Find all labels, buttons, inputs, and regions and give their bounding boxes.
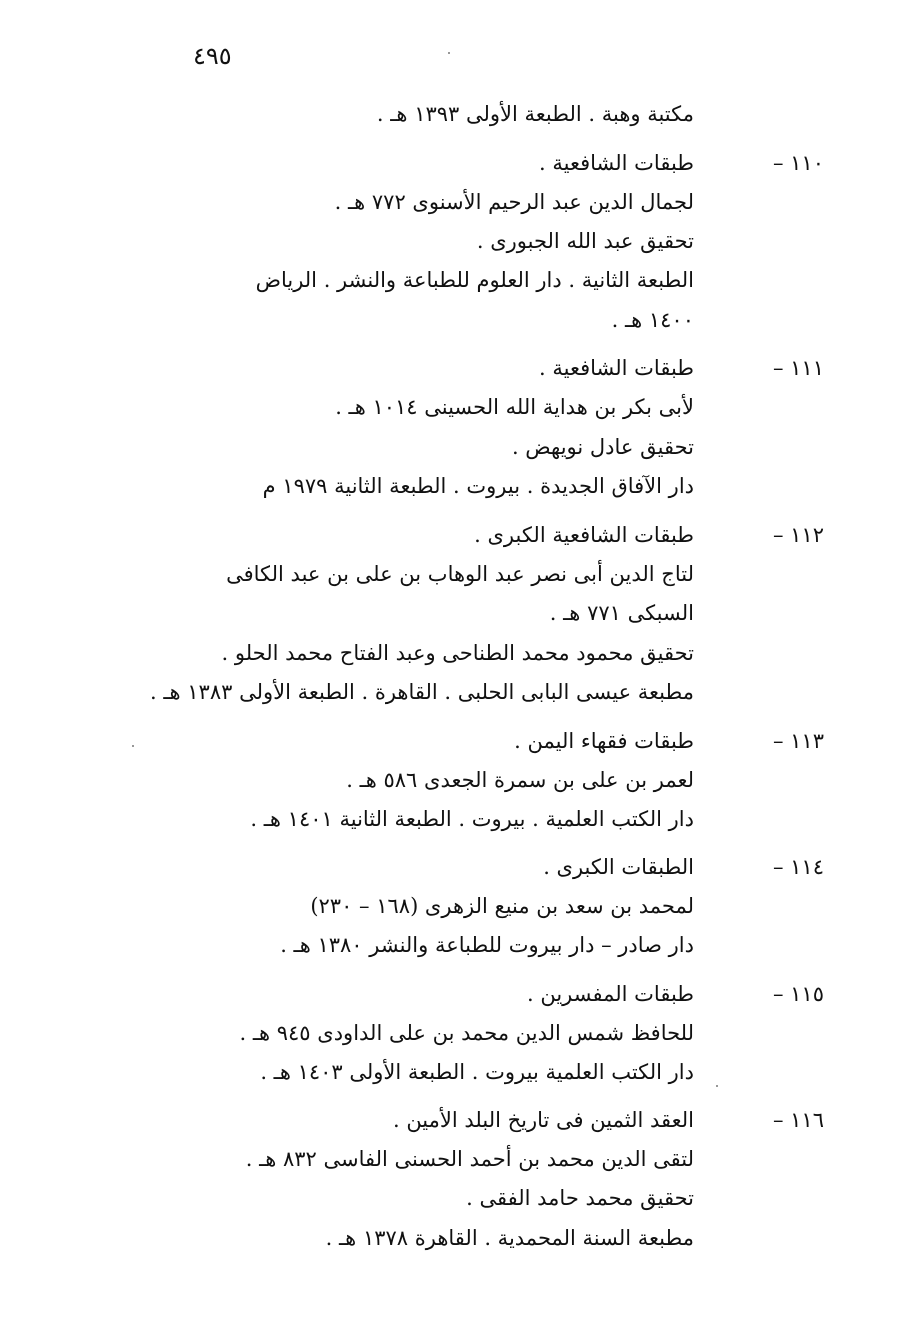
entry-publisher-cont: ١٤٠٠ هـ . [611, 308, 694, 332]
entry-publisher: دار الكتب العلمية . بيروت . الطبعة الثانية ١٤٠١ هـ . [250, 807, 694, 831]
entry-editor: تحقيق محمد حامد الفقى . [466, 1186, 694, 1210]
entry-author-cont: السبكى ٧٧١ هـ . [549, 601, 694, 625]
entry-number: ١١٢ – [772, 523, 824, 547]
entry-publisher: دار صادر – دار بيروت للطباعة والنشر ١٣٨٠ هـ . [280, 933, 694, 957]
entry-author: لعمر بن على بن سمرة الجعدى ٥٨٦ هـ . [346, 768, 694, 792]
entry-publisher: مطبعة السنة المحمدية . القاهرة ١٣٧٨ هـ . [325, 1226, 694, 1250]
entry-publisher: الطبعة الثانية . دار العلوم للطباعة والنشر . الرياض [255, 268, 694, 292]
entry-editor: تحقيق عبد الله الجبورى . [476, 229, 694, 253]
entry-number: ١١٣ – [772, 729, 824, 753]
entry-number: ١١٤ – [772, 855, 824, 879]
entry-author: للحافظ شمس الدين محمد بن على الداودى ٩٤٥ هـ . [239, 1021, 694, 1045]
entry-author: لتاج الدين أبى نصر عبد الوهاب بن على بن عبد الكافى [226, 562, 694, 586]
entry-title: طبقات الشافعية . [539, 356, 694, 380]
entry-author: لجمال الدين عبد الرحيم الأسنوى ٧٧٢ هـ . [334, 190, 694, 214]
entry-number: ١١١ – [772, 356, 824, 380]
entry-title: طبقات فقهاء اليمن . [514, 729, 694, 753]
entry-author: لأبى بكر بن هداية الله الحسينى ١٠١٤ هـ . [335, 395, 694, 419]
page-number: ٤٩٥ [193, 42, 232, 70]
entry-number: ١١٥ – [772, 982, 824, 1006]
entry-editor: تحقيق محمود محمد الطناحى وعبد الفتاح محمد الحلو . [221, 641, 694, 665]
entry-author: لمحمد بن سعد بن منيع الزهرى (١٦٨ – ٢٣٠) [310, 894, 694, 918]
scan-speck [132, 745, 134, 747]
entry-editor: تحقيق عادل نويهض . [511, 435, 694, 459]
continuation-line: مكتبة وهبة . الطبعة الأولى ١٣٩٣ هـ . [376, 102, 694, 126]
entry-title: الطبقات الكبرى . [543, 855, 694, 879]
scan-speck [716, 1085, 718, 1087]
entry-number: ١١٦ – [772, 1108, 824, 1132]
entry-author: لتقى الدين محمد بن أحمد الحسنى الفاسى ٨٣٢ هـ . [245, 1147, 694, 1171]
entry-number: ١١٠ – [772, 151, 824, 175]
scan-speck [448, 52, 450, 54]
entry-publisher: مطبعة عيسى البابى الحلبى . القاهرة . الطبعة الأولى ١٣٨٣ هـ . [150, 680, 694, 704]
entry-publisher: دار الكتب العلمية بيروت . الطبعة الأولى ١٤٠٣ هـ . [260, 1060, 694, 1084]
entry-title: طبقات المفسرين . [526, 982, 694, 1006]
entry-publisher: دار الآفاق الجديدة . بيروت . الطبعة الثانية ١٩٧٩ م [262, 474, 694, 498]
entry-title: طبقات الشافعية . [539, 151, 694, 175]
entry-title: طبقات الشافعية الكبرى . [474, 523, 694, 547]
entry-title: العقد الثمين فى تاريخ البلد الأمين . [392, 1108, 694, 1132]
